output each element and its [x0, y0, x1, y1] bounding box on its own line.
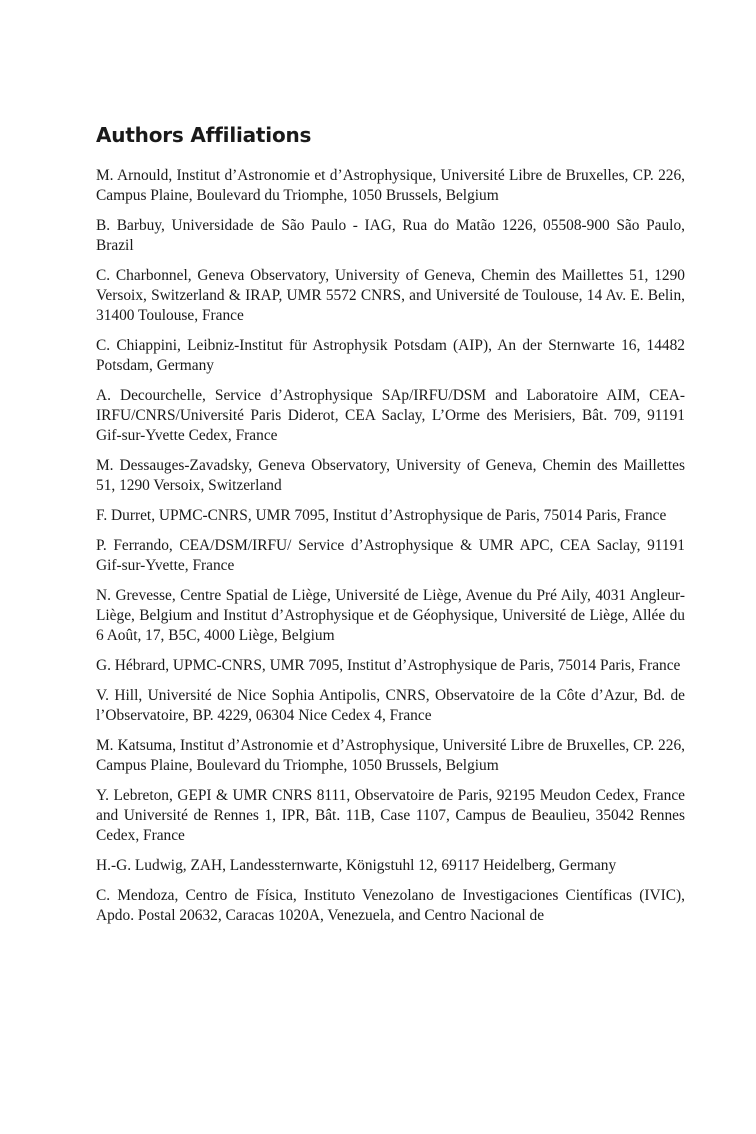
affiliation-entry: B. Barbuy, Universidade de São Paulo - IAG, Rua do Matão 1226, 05508-900 São Paulo, Brazil	[96, 217, 685, 254]
affiliation-list	[96, 166, 685, 926]
affiliation-entry: M. Dessauges-Zavadsky, Geneva Observatory, University of Geneva, Chemin des Maillettes 51, 1290 Versoix, Switzerland	[96, 457, 685, 494]
affiliation-entry: N. Grevesse, Centre Spatial de Liège, Université de Liège, Avenue du Pré Aily, 4031 Angleur-Liège, Belgium and Institut d’Astrophysique et de Géophysique, Université de Liège, Allée du 6 Août, 17, B5C, 4000 Liège, Belgium	[96, 587, 685, 644]
affiliation-entry: H.-G. Ludwig, ZAH, Landessternwarte, Königstuhl 12, 69117 Heidelberg, Germany	[96, 857, 617, 874]
affiliation-entry: A. Decourchelle, Service d’Astrophysique SAp/IRFU/DSM and Laboratoire AIM, CEA-IRFU/CNRS/Université Paris Diderot, CEA Saclay, L’Orme des Merisiers, Bât. 709, 91191 Gif-sur-Yvette Cedex, France	[96, 387, 685, 444]
affiliation-entry: M. Katsuma, Institut d’Astronomie et d’Astrophysique, Université Libre de Bruxelles, CP. 226, Campus Plaine, Boulevard du Triomphe, 1050 Brussels, Belgium	[96, 737, 685, 774]
affiliation-entry: C. Chiappini, Leibniz-Institut für Astrophysik Potsdam (AIP), An der Sternwarte 16, 14482 Potsdam, Germany	[96, 337, 685, 374]
affiliation-entry: F. Durret, UPMC-CNRS, UMR 7095, Institut d’Astrophysique de Paris, 75014 Paris, France	[96, 507, 667, 524]
affiliation-entry: M. Arnould, Institut d’Astronomie et d’Astrophysique, Université Libre de Bruxelles, CP. 226, Campus Plaine, Boulevard du Triomphe, 1050 Brussels, Belgium	[96, 167, 685, 204]
affiliation-entry: G. Hébrard, UPMC-CNRS, UMR 7095, Institut d’Astrophysique de Paris, 75014 Paris, France	[96, 657, 681, 674]
affiliation-entry: P. Ferrando, CEA/DSM/IRFU/ Service d’Astrophysique & UMR APC, CEA Saclay, 91191 Gif-sur-Yvette, France	[96, 537, 685, 574]
affiliation-entry: C. Charbonnel, Geneva Observatory, University of Geneva, Chemin des Maillettes 51, 1290 Versoix, Switzerland & IRAP, UMR 5572 CNRS, and Université de Toulouse, 14 Av. E. Belin, 31400 Toulouse, France	[96, 267, 685, 324]
affiliation-entry: V. Hill, Université de Nice Sophia Antipolis, CNRS, Observatoire de la Côte d’Azur, Bd. de l’Observatoire, BP. 4229, 06304 Nice Cedex 4, France	[96, 687, 685, 724]
section-title: Authors Affiliations	[96, 123, 312, 147]
document-page	[96, 120, 685, 936]
affiliation-entry: Y. Lebreton, GEPI & UMR CNRS 8111, Observatoire de Paris, 92195 Meudon Cedex, France and Université de Rennes 1, IPR, Bât. 11B, Case 1107, Campus de Beaulieu, 35042 Rennes Cedex, France	[96, 787, 685, 844]
affiliation-entry: C. Mendoza, Centro de Física, Instituto Venezolano de Investigaciones Científicas (IVIC), Apdo. Postal 20632, Caracas 1020A, Venezuela, and Centro Nacional de	[96, 887, 685, 924]
